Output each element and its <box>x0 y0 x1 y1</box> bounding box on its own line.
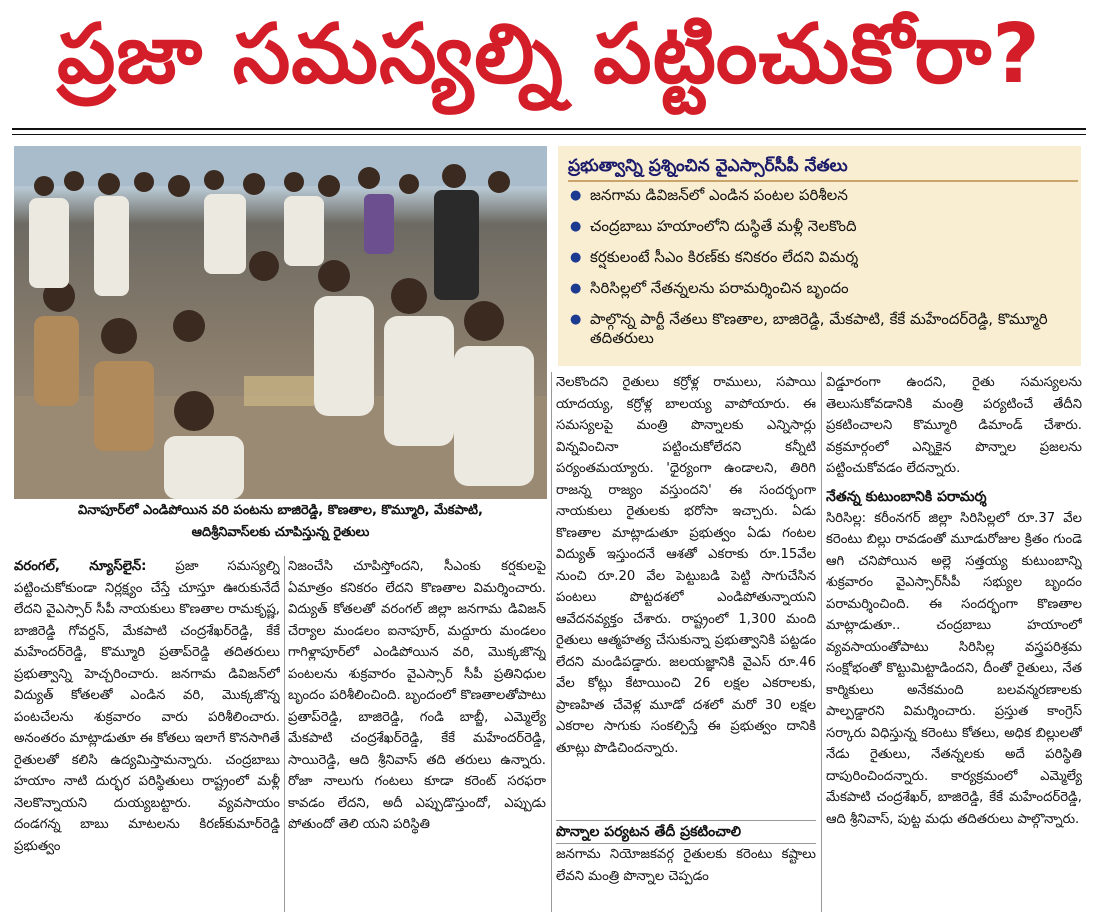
article-text: నెలకొందని రైతులు కర్రోళ్ల రాములు, సపాయి యాదయ్య, కర్రోళ్ల బాలయ్య వాపోయారు. ఈ సమస్యలపై మంత్రి పొన్నాలకు ఎన్నిసార్లు విన్నవించినా పట్టించుకోలేదని కన్నీటి పర్యంతమయ్యారు. 'ధైర్యంగా ఉండాలని, తిరిగి రాజన్న రాజ్యం వస్తుందని' ఈ సందర్భంగా నాయకులు రైతులకు భరోసా ఇచ్చారు. ఏడు కొణతాల మాట్లాడుతూ ప్రభుత్వం ఏడు గంటల విద్యుత్ ఇస్తుందనే ఆశతో ఎకరాకు రూ.15వేల నుంచి రూ.20 వేల పెట్టుబడి పెట్టి సాగుచేసిన పంటలు పొట్టదశలో ఎండిపోతున్నాయని ఆవేదనవ్యక్తం చేశారు. రాష్ట్రంలో 1,300 మంది రైతులు ఆత్మహత్య చేసుకున్నా ప్రభుత్వానికి పట్టడం లేదని మండిపడ్డారు. జలయజ్ఞానికి వైఎస్ రూ.46 వేల కోట్లు కేటాయించి 26 లక్షల ఎకరాలకు, ప్రాణహిత చేవెళ్ల మూడో దశలో మరో 30 లక్షల ఎకరాల సాగుకు సంకల్పిస్తే ఈ ప్రభుత్వం దానికి తూట్లు పొడిచిందన్నారు. <box>556 375 816 756</box>
highlight-item: ● పాల్గొన్న పార్టీ నేతలు కొణతాల, బాజిరెడ్డి, మేకపాటి, కేకే మహేందర్‌రెడ్డి, కొమ్మూరి తదితరులు <box>568 310 1076 348</box>
article-text: ప్రజా సమస్యల్ని పట్టించుకోకుండా నిర్లక్ష్యం చేస్తే చూస్తూ ఊరుకునేదే లేదని వైఎస్సార్ సీపీ నాయకులు కొణతాల రామకృష్ణ, బాజిరెడ్డి గోవర్దన్, మేకపాటి చంద్రశేఖర్‌రెడ్డి, కేకే మహేందర్‌రెడ్డి, కొమ్మూరి ప్రతాప్‌రెడ్డి తదితరులు ప్రభుత్వాన్ని హెచ్చరించారు. జనగామ డివిజన్‌లో విద్యుత్ కోతలతో ఎండిన వరి, మొక్కజొన్న పంటచేలను శుక్రవారం వారు పరిశీలించారు. అనంతరం మాట్లాడుతూ ఈ కోతలు ఇలాగే కొనసాగితే రైతులతో కలిసి ఉద్యమిస్తామన్నారు. చంద్రబాబు హయాం నాటి దుర్భర పరిస్థితులు రాష్ట్రంలో మళ్లీ నెలకొన్నాయని దుయ్యబట్టారు. వ్యవసాయం దండగన్న బాబు మాటలను కిరణ్‌కుమార్‌రెడ్డి ప్రభుత్వం <box>14 559 280 854</box>
article-text: నిజంచేసి చూపిస్తోందని, సీఎంకు కర్షకులపై ఏమాత్రం కనికరం లేదని కొణతాల విమర్శించారు. విద్యుత్ కోతలతో వరంగల్ జిల్లా జనగామ డివిజన్ చేర్యాల మండలం ఐనాపూర్, మద్దూరు మండలం గాగిళ్లాపూర్‌లో ఎండిపోయిన వరి, మొక్కజొన్న పంటలను శుక్రవారం వైఎస్సార్ సీపీ ప్రతినిధుల బృందం పరిశీలించింది. బృందంలో కొణతాలతోపాటు ప్రతాప్‌రెడ్డి, బాజిరెడ్డి, గండి బాబ్జీ, ఎమ్మెల్యే మేకపాటి చంద్రశేఖర్‌రెడ్డి, కేకే మహేందర్‌రెడ్డి, సాయిరెడ్డి, ఆది శ్రీనివాస్ తది తరులు ఉన్నారు. రోజా నాలుగు గంటలు కూడా కరెంట్ సరఫరా కావడం లేదని, అదీ ఎప్పుడొస్తుందో, ఎప్పుడు పోతుందో తెలి యని పరిస్థితి <box>288 559 546 832</box>
highlights-list <box>568 186 1076 360</box>
photo-caption-line2: ఆదిశ్రీనివాస్‌లకు చూపిస్తున్న రైతులు <box>191 525 370 540</box>
article-byline: వరంగల్, న్యూస్‌లైన్: <box>14 559 147 574</box>
column-divider <box>821 372 822 912</box>
highlight-item: ● చంద్రబాబు హయాంలోని దుస్థితే మళ్లీ నెలకొంది <box>568 217 1076 236</box>
article-text: విడ్డూరంగా ఉందని, రైతు సమస్యలను తెలుసుకోవడానికి మంత్రి పర్యటించే తేదీని ప్రకటించాలని కొమ్మూరి డిమాండ్ చేశారు. వక్రమార్గంలో ఎన్నికైన పొన్నాల ప్రజలను పట్టించుకోవడం లేదన్నారు. <box>826 375 1082 476</box>
column-divider <box>551 372 552 912</box>
article-text: సిరిసిల్ల: కరీంనగర్ జిల్లా సిరిసిల్లలో రూ.37 వేల కరెంటు బిల్లు రావడంతో మూడురోజుల క్రితం గుండె ఆగి చనిపోయిన అల్లె సత్తయ్య కుటుంబాన్ని శుక్రవారం వైఎస్సార్‌సీపీ సభ్యుల బృందం పరామర్శించింది. ఈ సందర్భంగా కొణతాల మాట్లాడుతూ.. చంద్రబాబు హయాంలో వ్యవసాయంతోపాటు సిరిసిల్ల వస్త్రపరిశ్రమ సంక్షోభంతో కొట్టుమిట్టాడిందని, దీంతో రైతులు, నేత కార్మికులు అనేకమంది బలవన్మరణాలకు పాల్పడ్డారని విమర్శించారు. ప్రస్తుత కాంగ్రెస్ సర్కారు విధిస్తున్న కరెంటు కోతలు, అధిక బిల్లులతో నేడు రైతులు, నేతన్నలకు అదే పరిస్థితి దాపురించిందన్నారు. కార్యక్రమంలో ఎమ్మెల్యే మేకపాటి చంద్రశేఖర్, బాజిరెడ్డి, కేకే మహేందర్‌రెడ్డి, ఆది శ్రీనివాస్, పుట్ట మధు తదితరులు పాల్గొన్నారు. <box>826 510 1082 827</box>
news-photo <box>14 146 547 499</box>
photo-caption <box>14 500 547 546</box>
article-text: జనగామ నియోజకవర్గ రైతులకు కరెంటు కష్టాలు లేవని మంత్రి పొన్నాల చెప్పడం <box>556 847 816 884</box>
article-column-2 <box>288 556 546 912</box>
highlight-item: ● సిరిసిల్లలో నేతన్నలను పరామర్శించిన బృందం <box>568 279 1076 298</box>
article-column-4 <box>826 372 1082 912</box>
farmers-crowd-illustration <box>14 146 547 499</box>
article-column-3 <box>556 372 816 912</box>
highlight-item: ● కర్షకులంటే సీఎం కిరణ్‌కు కనికరం లేదని విమర్శ <box>568 248 1076 267</box>
column-divider <box>284 556 285 912</box>
highlight-item: ● జనగామ డివిజన్‌లో ఎండిన పంటల పరిశీలన <box>568 186 1076 205</box>
headline-rule <box>12 128 1086 130</box>
headline-rule-thin <box>12 134 1086 135</box>
photo-caption-line1: వినాపూర్‌లో ఎండిపోయిన వరి పంటను బాజిరెడ్డి, కొణతాల, కొమ్మూరి, మేకపాటి, <box>78 503 483 518</box>
highlights-title: ప్రభుత్వాన్ని ప్రశ్నించిన వైఎస్సార్‌సీపీ నేతలు <box>568 152 1078 182</box>
article-subheading: నేతన్న కుటుంబానికి పరామర్శ <box>826 488 987 505</box>
article-subheading: పొన్నాల పర్యటన తేదీ ప్రకటించాలి <box>556 820 816 844</box>
article-column-1 <box>14 556 280 912</box>
page-title: ప్రజా సమస్యల్ని పట్టించుకోరా? <box>57 6 1041 102</box>
